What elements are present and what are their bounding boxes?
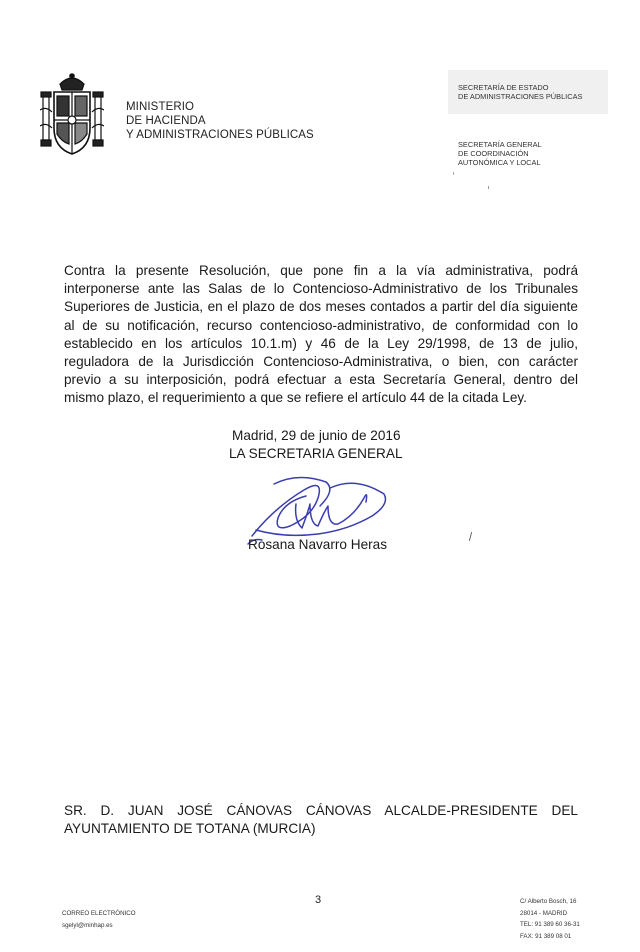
address-line: FAX: 91 389 08 01 [520,932,572,940]
secretaria-estado-line: DE ADMINISTRACIONES PÚBLICAS [458,92,583,101]
scan-speck [469,532,472,541]
secretaria-general-line: AUTONÓMICA Y LOCAL [458,158,541,168]
email-label: CORREO ELECTRÓNICO [62,910,136,917]
coat-of-arms-emblem [40,70,104,160]
footer-email [62,908,136,932]
address-line: 28014 - MADRID [520,909,568,917]
paragraph-line: Contra la presente Resolución, que pone fin a la vía administrativa, podrá [64,263,578,278]
paragraph-line: reguladora de la Jurisdicción Contencioso-Administrativa, o bien, con carácter [64,353,578,369]
addressee-line: AYUNTAMIENTO DE TOTANA (MURCIA) [64,821,316,837]
paragraph-line: interponerse ante las Salas de lo Contencioso-Administrativo de los Tribunales [64,281,578,297]
footer-address [520,896,580,942]
ministry-name [126,100,314,142]
email-address: sgelyl@minhap.es [62,922,113,929]
ministry-line: Y ADMINISTRACIONES PÚBLICAS [126,129,314,141]
paragraph-line: previo a su interposición, podrá efectuar a esta Secretaría General, dentro del [64,372,578,388]
ministry-line: DE HACIENDA [126,115,206,127]
scan-speck [453,172,454,175]
paragraph-line: mismo plazo, el requerimiento a que se refiere el artículo 44 de la citada Ley. [64,390,527,406]
paragraph-line: Superiores de Justicia, en el plazo de dos meses contados a partir del día siguiente [64,299,578,315]
address-line: TEL: 91 389 60 36-31 [520,921,580,928]
address-line: C/ Alberto Bosch, 16 [520,898,577,905]
secretaria-general-line: DE COORDINACIÓN [458,149,529,159]
addressee-line: SR. D. JUAN JOSÉ CÁNOVAS CÁNOVAS ALCALDE-PRESIDENTE DEL [64,803,578,818]
ministry-line: MINISTERIO [126,101,195,113]
signer-name: Rosana Navarro Heras [248,537,388,552]
paragraph-line: establecido en los artículos 10.1.m) y 46 de la Ley 29/1998, de 13 de julio, [64,335,578,351]
scan-speck [488,186,489,189]
signature-date: Madrid, 29 de junio de 2016 [232,428,401,443]
secretaria-estado-line: SECRETARÍA DE ESTADO [458,83,549,92]
paragraph-line: al de su notificación, recurso contencioso-administrativo, de conformidad con lo [64,317,578,333]
page-number: 3 [315,894,322,906]
addressee [64,802,578,839]
resolution-paragraph [64,262,578,408]
signatory-role: LA SECRETARIA GENERAL [229,446,403,461]
secretaria-general [458,140,542,168]
secretaria-general-line: SECRETARÍA GENERAL [458,140,542,149]
secretaria-estado [458,83,582,101]
